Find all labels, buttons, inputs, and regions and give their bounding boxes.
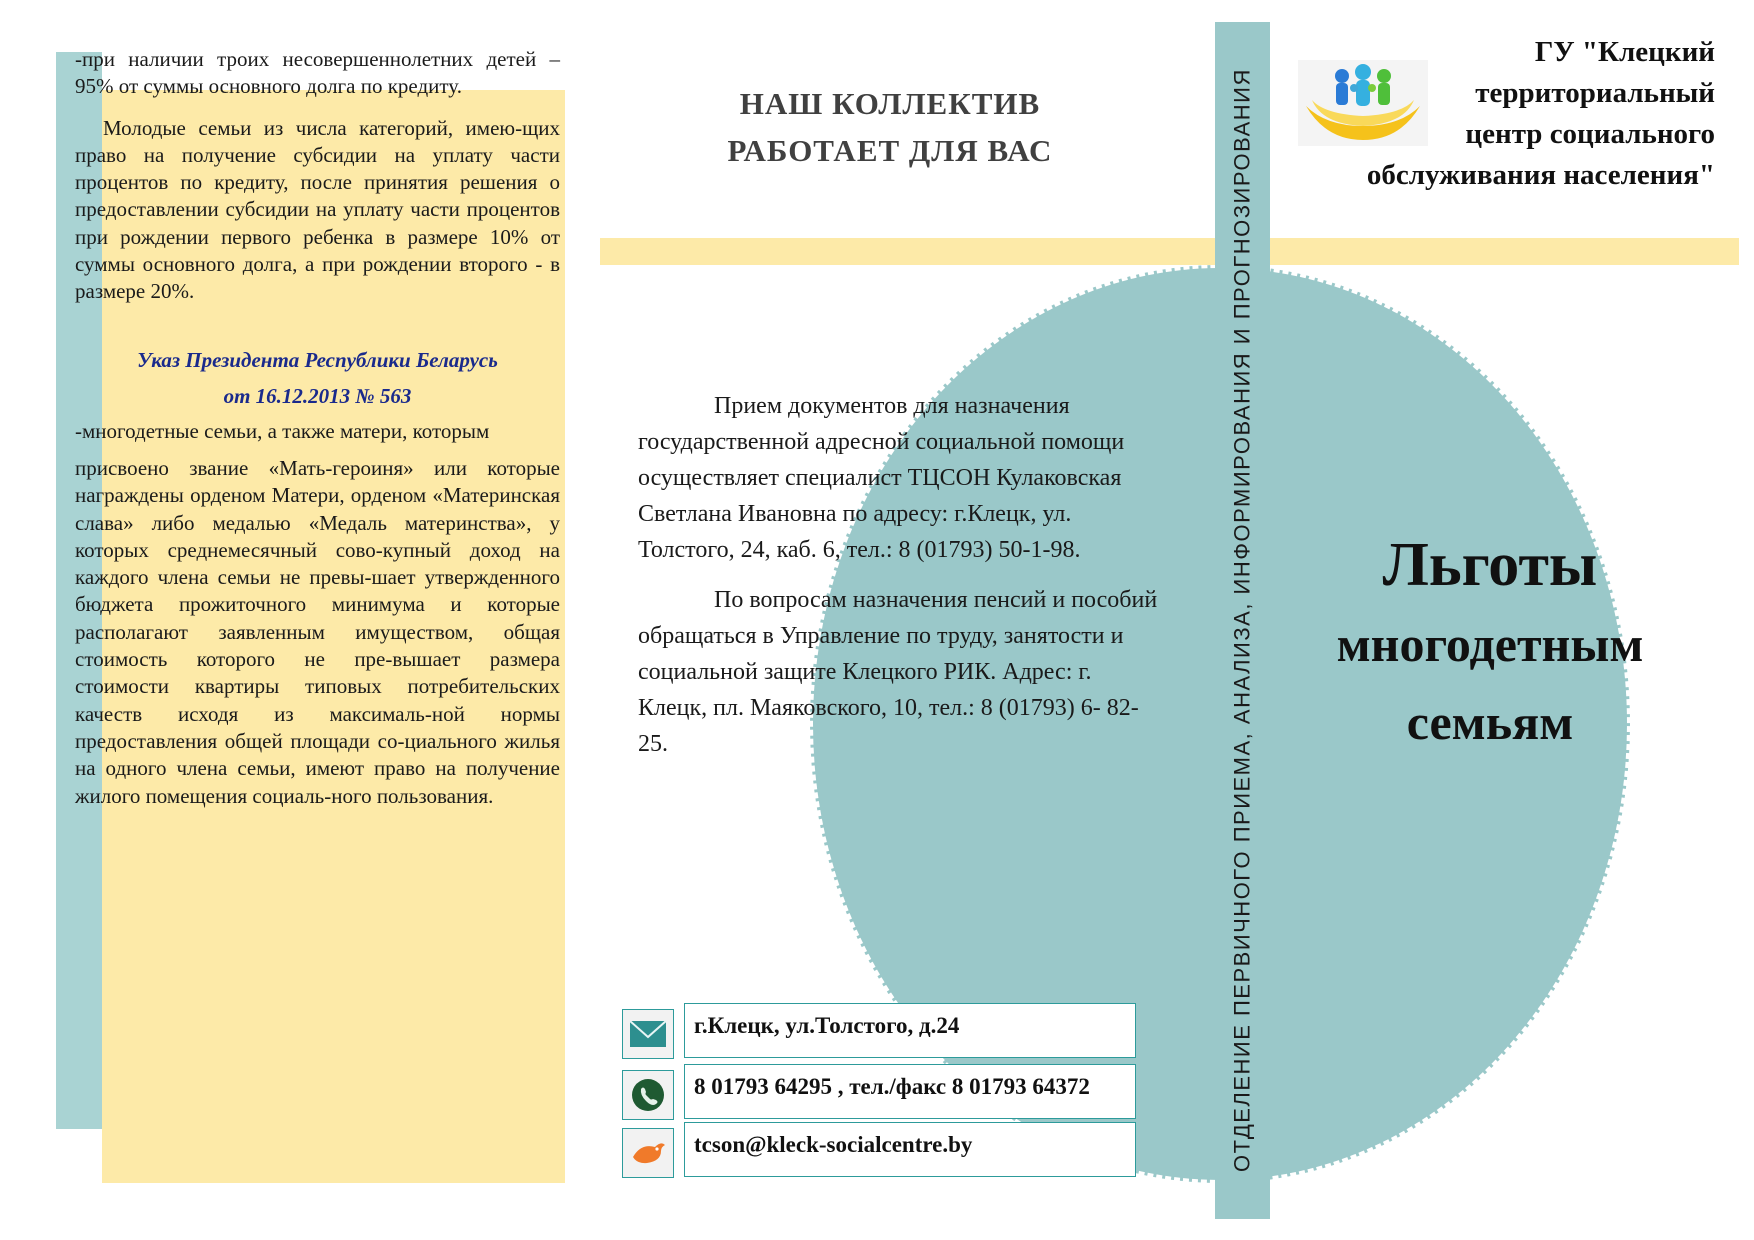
department-label: ОТДЕЛЕНИЕ ПЕРВИЧНОГО ПРИЕМА, АНАЛИЗА, ИНФОРМИРОВАНИЯ И ПРОГНОЗИРОВАНИЯ bbox=[1229, 68, 1255, 1173]
left-text-column bbox=[75, 46, 560, 810]
left-paragraph-3: -многодетные семьи, а также матери, которым bbox=[75, 418, 490, 443]
mail-icon bbox=[622, 1009, 674, 1059]
contact-address: г.Клецк, ул.Толстого, д.24 bbox=[694, 1013, 960, 1038]
title-line-1: Льготы bbox=[1382, 531, 1598, 599]
contact-email[interactable]: tcson@kleck-socialcentre.by bbox=[694, 1132, 973, 1157]
collective-line-1: НАШ КОЛЛЕКТИВ bbox=[739, 86, 1041, 121]
main-title bbox=[1280, 525, 1700, 761]
reception-paragraph-2: По вопросам назначения пенсий и пособий обращаться в Управление по труду, занятости и социальной защите Клецкого РИК. Адрес: г. Клецк, пл. Маяковского, 10, тел.: 8 (01793) 6- 82-25. bbox=[638, 587, 1158, 757]
left-paragraph-1: -при наличии троих несовершеннолетних детей – 95% от суммы основного долга по кредиту. bbox=[75, 47, 560, 99]
reception-info bbox=[638, 388, 1158, 762]
contact-phone-row bbox=[622, 1064, 1132, 1120]
collective-heading bbox=[640, 80, 1140, 174]
org-line-2: территориальный bbox=[1475, 77, 1715, 109]
decree-date: от 16.12.2013 № 563 bbox=[223, 383, 412, 408]
org-line-1: ГУ "Клецкий bbox=[1534, 36, 1715, 68]
organization-name bbox=[1290, 32, 1715, 196]
contact-email-row bbox=[622, 1122, 1132, 1178]
decree-title: Указ Президента Республики Беларусь bbox=[137, 347, 498, 372]
left-paragraph-2: Молодые семьи из числа категорий, имею-щих право на получение субсидии на уплату части процентов по кредиту, после принятия решения о предоставлении субсидии на уплату части процентов при рождении первого ребенка в размере 10% от суммы основного долга, а при рождении второго - в размере 20%. bbox=[75, 115, 560, 304]
title-line-2: многодетным bbox=[1336, 616, 1644, 672]
org-line-3: центр социального bbox=[1465, 118, 1715, 150]
collective-line-2: РАБОТАЕТ ДЛЯ ВАС bbox=[727, 133, 1053, 168]
left-paragraph-4: присвоено звание «Мать-героиня» или которые награждены орденом Матери, орденом «Материнская слава» либо медалью «Медаль материнства», у которых среднемесячный сово-купный доход на каждого члена семьи не превы-шает утвержденного бюджета прожиточного минимума и которые располагают заявленным имуществом, общая стоимость которого не пре-вышает размера стоимости квартиры типовых потребительских качеств исходя из максималь-ной нормы предоставления общей площади со-циального жилья на одного члена семьи, имеют право на получение жилого помещения социаль-ного пользования. bbox=[75, 455, 560, 808]
phone-icon bbox=[622, 1070, 674, 1120]
bird-icon bbox=[622, 1128, 674, 1178]
reception-paragraph-1: Прием документов для назначения государственной адресной социальной помощи осуществляет специалист ТЦСОН Кулаковская Светлана Ивановна по адресу: г.Клецк, ул. Толстого, 24, каб. 6, тел.: 8 (01793) 50-1-98. bbox=[638, 393, 1125, 563]
contact-address-row bbox=[622, 1003, 1132, 1059]
org-line-4: обслуживания населения" bbox=[1366, 159, 1715, 191]
vertical-strip bbox=[1215, 22, 1270, 1219]
yellow-band bbox=[600, 238, 1739, 265]
title-line-3: семьям bbox=[1406, 694, 1574, 750]
contact-phone: 8 01793 64295 , тел./факс 8 01793 64372 bbox=[694, 1074, 1090, 1099]
